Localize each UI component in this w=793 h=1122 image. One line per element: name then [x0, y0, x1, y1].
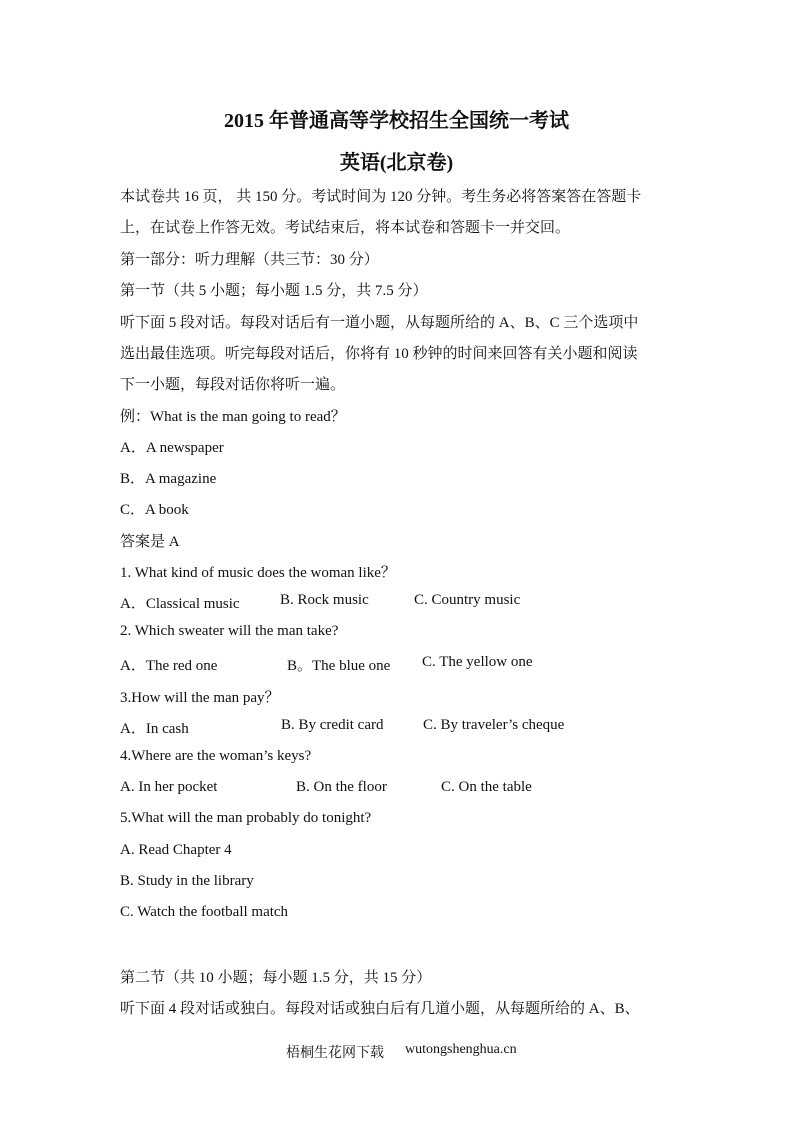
example-option-c: C．A book	[120, 502, 189, 518]
q4-option-c: C. On the table	[441, 779, 532, 795]
section1-instruction-1: 听下面 5 段对话。每段对话后有一道小题，从每题所给的 A、B、C 三个选项中	[120, 315, 639, 331]
q3-option-b: B. By credit card	[281, 717, 384, 733]
part-heading: 第一部分：听力理解（共三节：30 分）	[120, 252, 379, 268]
q4-option-b: B. On the floor	[296, 779, 387, 795]
intro-line-2: 上，在试卷上作答无效。考试结束后，将本试卷和答题卡一并交回。	[120, 220, 571, 236]
q2-option-a: A．The red one	[120, 658, 218, 674]
footer-site-url[interactable]: wutongshenghua.cn	[405, 1042, 517, 1057]
q2-option-b: B。The blue one	[287, 658, 391, 674]
q4-option-a: A. In her pocket	[120, 779, 218, 795]
example-option-b: B．A magazine	[120, 471, 217, 487]
exam-title: 2015 年普通高等学校招生全国统一考试	[224, 110, 569, 132]
section1-instruction-2: 选出最佳选项。听完每段对话后，你将有 10 秒钟的时间来回答有关小题和阅读	[120, 346, 638, 362]
exam-subtitle: 英语(北京卷)	[339, 152, 454, 174]
q1-option-b: B. Rock music	[280, 592, 369, 608]
example-answer: 答案是 A	[120, 534, 180, 550]
question-3: 3.How will the man pay？	[120, 690, 280, 706]
q1-option-a: A．Classical music	[120, 596, 240, 612]
q5-option-a: A. Read Chapter 4	[120, 842, 232, 858]
q3-option-c: C. By traveler’s cheque	[423, 717, 565, 733]
section2-instruction: 听下面 4 段对话或独白。每段对话或独白后有几道小题，从每题所给的 A、B、	[120, 1001, 640, 1017]
question-4: 4.Where are the woman’s keys?	[120, 748, 312, 764]
section2-heading: 第二节（共 10 小题；每小题 1.5 分，共 15 分）	[120, 970, 432, 986]
q2-option-c: C. The yellow one	[422, 654, 533, 670]
q5-option-c: C. Watch the football match	[120, 904, 289, 920]
footer-site-name: 梧桐生花网下载	[286, 1046, 384, 1061]
question-1: 1. What kind of music does the woman like？	[120, 565, 396, 581]
section1-instruction-3: 下一小题，每段对话你将听一遍。	[120, 377, 346, 393]
q3-option-a: A．In cash	[120, 721, 189, 737]
question-5: 5.What will the man probably do tonight?	[120, 810, 372, 826]
q5-option-b: B. Study in the library	[120, 873, 254, 889]
intro-line-1: 本试卷共 16 页， 共 150 分。考试时间为 120 分钟。考生务必将答案答在答题卡	[120, 189, 642, 205]
section1-heading: 第一节（共 5 小题；每小题 1.5 分，共 7.5 分）	[120, 283, 428, 299]
question-2: 2. Which sweater will the man take?	[120, 623, 339, 639]
q1-option-c: C. Country music	[414, 592, 521, 608]
example-option-a: A．A newspaper	[120, 440, 224, 456]
example-question: 例：What is the man going to read？	[120, 409, 346, 425]
